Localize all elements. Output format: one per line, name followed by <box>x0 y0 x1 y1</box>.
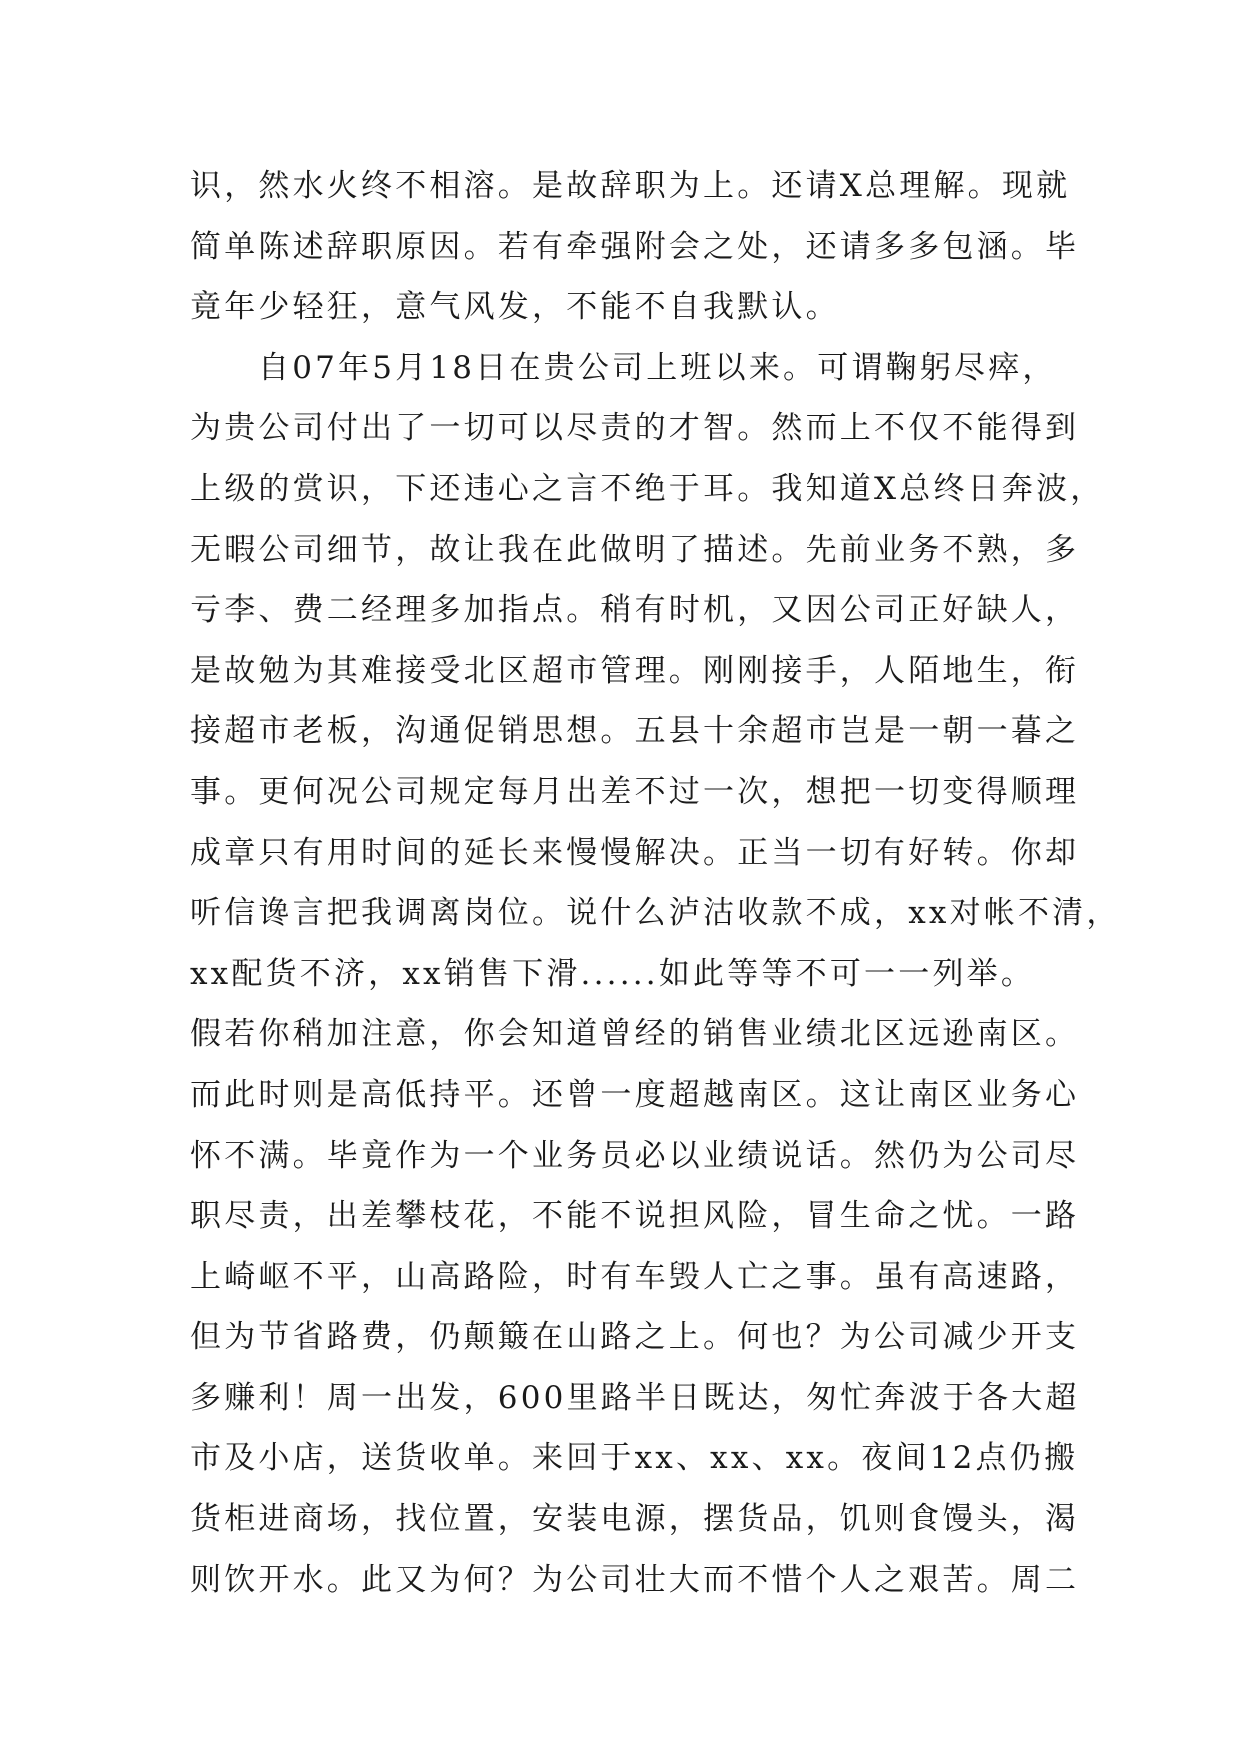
text-line: 但为节省路费，仍颠簸在山路之上。何也？为公司减少开支 <box>190 1319 1080 1356</box>
text-line: 上崎岖不平，山高路险，时有车毁人亡之事。虽有高速路， <box>190 1258 1080 1295</box>
text-line: 听信谗言把我调离岗位。说什么泸沽收款不成，xx对帐不清， <box>190 895 1121 932</box>
text-line: 是故勉为其难接受北区超市管理。刚刚接手，人陌地生，衔 <box>190 652 1080 689</box>
text-line: 职尽责，出差攀枝花，不能不说担风险，冒生命之忧。一路 <box>190 1198 1080 1235</box>
text-line: 事。更何况公司规定每月出差不过一次，想把一切变得顺理 <box>190 773 1080 810</box>
text-line: 识，然水火终不相溶。是故辞职为上。还请X总理解。现就 <box>190 168 1071 204</box>
text-line: 竟年少轻狂，意气风发，不能不自我默认。 <box>190 289 840 326</box>
text-line: xx配货不济，xx销售下滑......如此等等不可一一列举。 <box>190 955 1036 992</box>
text-line: 亏李、费二经理多加指点。稍有时机，又因公司正好缺人， <box>190 592 1080 629</box>
text-line: 无暇公司细节，故让我在此做明了描述。先前业务不熟，多 <box>190 531 1080 568</box>
text-line: 上级的赏识，下还违心之言不绝于耳。我知道X总终日奔波， <box>190 470 1105 507</box>
text-line: 成章只有用时间的延长来慢慢解决。正当一切有好转。你却 <box>190 834 1080 871</box>
text-line: 为贵公司付出了一切可以尽责的才智。然而上不仅不能得到 <box>190 410 1080 447</box>
text-line: 自07年5月18日在贵公司上班以来。可谓鞠躬尽瘁， <box>258 349 1057 386</box>
text-line: 而此时则是高低持平。还曾一度超越南区。这让南区业务心 <box>190 1076 1080 1113</box>
text-line: 接超市老板，沟通促销思想。五县十余超市岂是一朝一暮之 <box>190 713 1080 750</box>
text-line: 怀不满。毕竟作为一个业务员必以业绩说话。然仍为公司尽 <box>190 1137 1080 1174</box>
text-line: 简单陈述辞职原因。若有牵强附会之处，还请多多包涵。毕 <box>190 228 1080 265</box>
text-line: 市及小店，送货收单。来回于xx、xx、xx。夜间12点仍搬 <box>190 1440 1079 1477</box>
text-line: 货柜进商场，找位置，安装电源，摆货品，饥则食馒头，渴 <box>190 1501 1080 1538</box>
body-text <box>190 156 1121 1610</box>
text-line: 则饮开水。此又为何？为公司壮大而不惜个人之艰苦。周二 <box>190 1561 1080 1598</box>
text-line: 假若你稍加注意，你会知道曾经的销售业绩北区远逊南区。 <box>190 1016 1080 1053</box>
text-line: 多赚利！周一出发，600里路半日既达，匆忙奔波于各大超 <box>190 1379 1080 1416</box>
